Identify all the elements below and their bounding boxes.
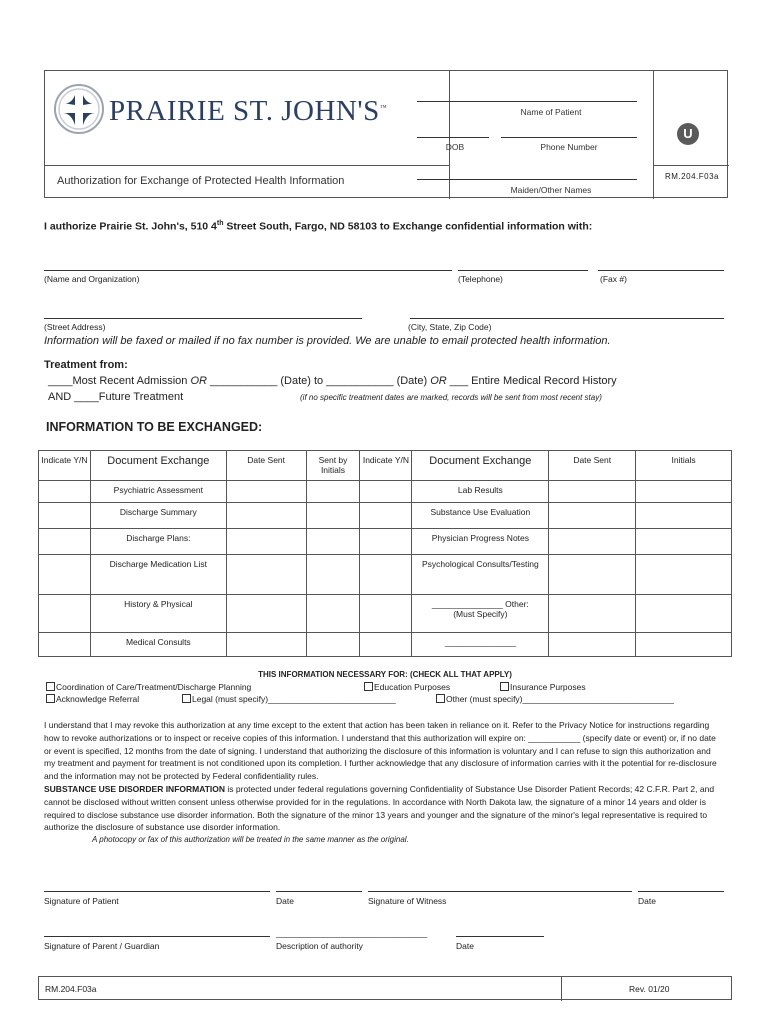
sent-by-cell[interactable] [306,503,360,529]
patient-signature-line[interactable] [44,891,270,892]
telephone-label: (Telephone) [458,274,503,284]
document-cell: Discharge Plans: [90,529,226,555]
document-cell: Medical Consults [90,633,226,657]
date-line[interactable] [638,891,724,892]
table-row [39,529,732,555]
document-exchange-header: Document Exchange [90,451,226,481]
checkbox-icon[interactable] [500,682,509,691]
fax-line[interactable] [598,270,724,271]
parent-signature-label: Signature of Parent / Guardian [44,941,160,951]
indicate-header: Indicate Y/N [39,451,91,481]
education-checkbox[interactable]: Education Purposes [364,682,450,692]
city-state-zip-label: (City, State, Zip Code) [408,322,492,332]
table-row [39,633,732,657]
date-sent-cell[interactable] [549,503,636,529]
date-label: Date [456,941,474,951]
indicate-cell[interactable] [360,595,412,633]
document-cell: Discharge Summary [90,503,226,529]
footer-revision: Rev. 01/20 [629,984,670,994]
indicate-cell[interactable] [39,503,91,529]
date-sent-header: Date Sent [549,451,636,481]
witness-signature-label: Signature of Witness [368,896,447,906]
header-divider [45,165,449,166]
initials-cell[interactable] [636,481,732,503]
initials-cell[interactable] [636,633,732,657]
telephone-line[interactable] [458,270,588,271]
sent-by-cell[interactable] [306,481,360,503]
exchange-heading: INFORMATION TO BE EXCHANGED: [46,420,263,434]
city-state-zip-line[interactable] [410,318,724,319]
indicate-cell[interactable] [360,503,412,529]
document-title: Authorization for Exchange of Protected Health Information [57,175,345,187]
phone-number-label: Phone Number [540,142,598,152]
logo [53,81,388,141]
document-cell: Physician Progress Notes [412,529,549,555]
purpose-heading: THIS INFORMATION NECESSARY FOR: (CHECK ALL THAT APPLY) [258,670,512,679]
treatment-note: (if no specific treatment dates are marked, records will be sent from most recent stay) [300,393,602,402]
footer [38,976,732,1000]
legal-paragraph [44,719,724,847]
acknowledge-checkbox[interactable]: Acknowledge Referral [46,694,139,704]
table-row [39,595,732,633]
indicate-cell[interactable] [39,633,91,657]
date-sent-cell[interactable] [549,633,636,657]
fax-label: (Fax #) [600,274,627,284]
date-line[interactable] [276,891,362,892]
checkbox-icon[interactable] [182,694,191,703]
document-cell: Lab Results [412,481,549,503]
revocation-text: I understand that I may revoke this authorization at any time except to the extent that action has been taken in reliance on it. Refer to the Privacy Notice for instructions regarding how to revoke authorizations or to inspect or receive copies of this information. I understand that this authorization will expire on: ___________ (specify date or event) or, if no date or event is specified, 12 months from the date of signing. I understand that authorizing the disclosure of this information is voluntary and I can refuse to sign this authorization and my treatment and payment for treatment is not conditioned upon its completion. I further acknowledge that any disclosure of information carries with it the potential for re-disclosure and the information may not be protected by Federal confidentiality rules. [44,720,717,782]
table-row [39,503,732,529]
street-address-line[interactable] [44,318,362,319]
indicate-header: Indicate Y/N [360,451,412,481]
document-cell: Psychiatric Assessment [90,481,226,503]
initials-cell[interactable] [636,529,732,555]
insurance-checkbox[interactable]: Insurance Purposes [500,682,586,692]
coordination-checkbox[interactable]: Coordination of Care/Treatment/Discharge Planning [46,682,251,692]
logo-trademark: ™ [379,103,388,112]
parent-signature-line[interactable] [44,936,270,937]
checkbox-icon[interactable] [46,694,55,703]
name-organization-line[interactable] [44,270,452,271]
description-label: Description of authority [276,941,363,951]
street-address-label: (Street Address) [44,322,106,332]
sent-by-cell[interactable] [306,529,360,555]
sent-by-header: Sent by Initials [306,451,360,481]
indicate-cell[interactable] [360,555,412,595]
table-row [39,481,732,503]
date-sent-cell[interactable] [226,503,306,529]
sent-by-cell[interactable] [306,595,360,633]
name-of-patient-label: Name of Patient [520,107,582,117]
patient-name-line[interactable] [417,101,637,102]
legal-checkbox[interactable]: Legal (must specify)___________________________ [182,694,396,704]
dob-line[interactable] [417,137,489,138]
phone-line[interactable] [501,137,637,138]
authorize-statement: I authorize Prairie St. John's, 510 4th Street South, Fargo, ND 58103 to Exchange confidential information with: [44,220,593,233]
indicate-cell[interactable] [39,555,91,595]
checkbox-icon[interactable] [436,694,445,703]
initials-header: Initials [636,451,732,481]
sent-by-cell[interactable] [306,555,360,595]
document-cell: Substance Use Evaluation [412,503,549,529]
date-label: Date [276,896,294,906]
initials-cell[interactable] [636,503,732,529]
dob-label: DOB [445,142,465,152]
document-cell: History & Physical [90,595,226,633]
cross-emblem-icon [53,81,105,137]
date-line[interactable] [456,936,544,937]
date-sent-cell[interactable] [226,595,306,633]
treatment-heading: Treatment from: [44,359,128,371]
description-line[interactable]: ________________________________ [276,928,428,938]
fax-note: Information will be faxed or mailed if no fax number is provided. We are unable to email protected health information. [44,335,611,347]
logo-wordmark: PRAIRIE ST. JOHN'S [109,95,380,127]
witness-signature-line[interactable] [368,891,632,892]
date-sent-cell[interactable] [549,481,636,503]
maiden-names-label: Maiden/Other Names [510,185,592,195]
initials-cell[interactable] [636,555,732,595]
checkbox-icon[interactable] [46,682,55,691]
u-badge-icon: U [677,123,699,145]
indicate-cell[interactable] [39,529,91,555]
indicate-cell[interactable] [39,481,91,503]
date-label: Date [638,896,656,906]
date-sent-cell[interactable] [226,555,306,595]
table-header-row [39,451,732,481]
date-sent-cell[interactable] [549,529,636,555]
patient-signature-label: Signature of Patient [44,896,119,906]
date-sent-cell[interactable] [226,633,306,657]
other-checkbox[interactable]: Other (must specify)________________________________ [436,694,674,704]
date-sent-cell[interactable] [226,481,306,503]
date-sent-header: Date Sent [226,451,306,481]
date-sent-cell[interactable] [549,595,636,633]
document-cell: Psychological Consults/Testing [412,555,549,595]
table-row [39,555,732,595]
checkbox-icon[interactable] [364,682,373,691]
form-code: RM.204.F03a [665,172,719,181]
document-exchange-header: Document Exchange [412,451,549,481]
name-organization-label: (Name and Organization) [44,274,140,284]
treatment-line-2: AND ____Future Treatment [48,391,184,403]
footer-form-code: RM.204.F03a [45,984,97,994]
substance-use-text: SUBSTANCE USE DISORDER INFORMATION is protected under federal regulations governing Confidentiality of Substance Use Disorder Patient Records; 42 C.F.R. Part 2, and cannot be disclosed without written consent unless otherwise provided for in the regulations. In accordance with North Dakota law, the signature of a minor 14 years and older is required to disclose substance use disorder information. Both the signature of the minor 13 years and younger and the signature of the minor's legal representative is required to authorize the disclosure of substance use disorder information. [44,783,715,833]
indicate-cell[interactable] [360,529,412,555]
indicate-cell[interactable] [39,595,91,633]
form-header [44,70,728,198]
document-cell: Discharge Medication List [90,555,226,595]
footer-divider [561,977,562,1001]
header-divider [653,71,654,199]
initials-cell[interactable] [636,595,732,633]
date-sent-cell[interactable] [549,555,636,595]
maiden-names-line[interactable] [417,179,637,180]
treatment-line-1: ____Most Recent Admission OR ___________ (Date) to ___________ (Date) OR ___ Entire Medical Record History [48,375,617,387]
document-cell[interactable]: _______________ [412,633,549,657]
sent-by-cell[interactable] [306,633,360,657]
document-cell[interactable]: _______________ Other: (Must Specify) [412,595,549,633]
exchange-table [38,450,732,657]
date-sent-cell[interactable] [226,529,306,555]
photocopy-note: A photocopy or fax of this authorization will be treated in the same manner as the original. [92,835,409,845]
header-divider [653,165,729,166]
indicate-cell[interactable] [360,481,412,503]
indicate-cell[interactable] [360,633,412,657]
